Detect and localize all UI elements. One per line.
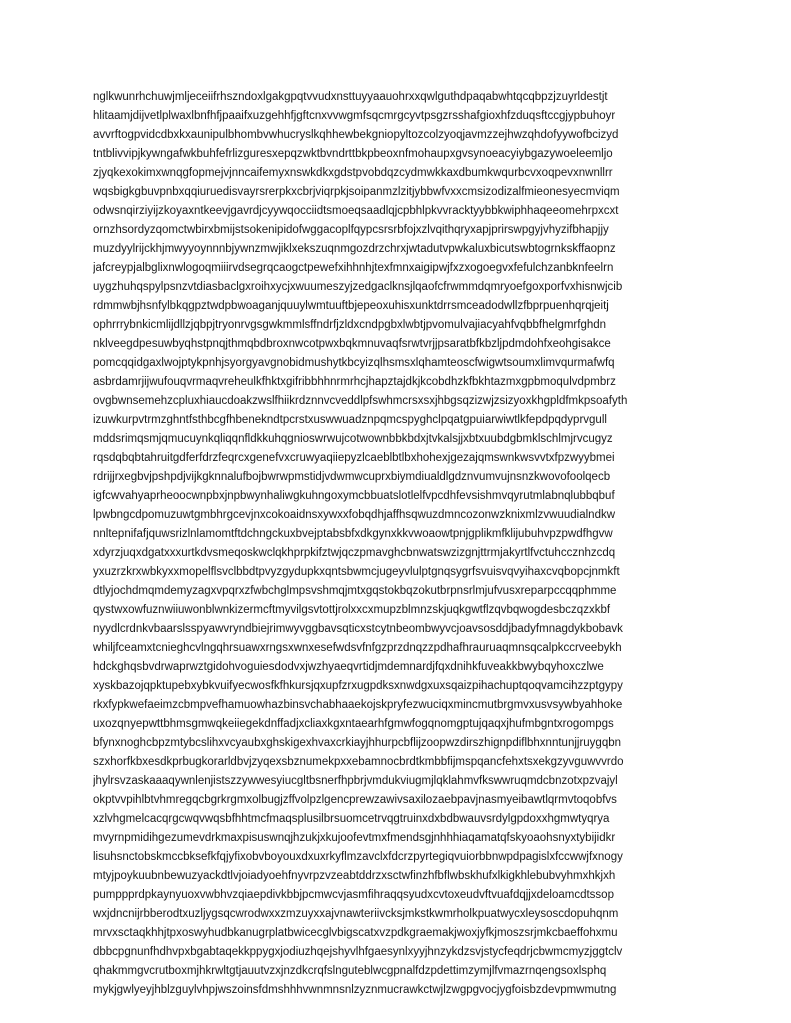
text-line: szxhorfkbxesdkprbugkorarldbvjzyqexsbznumekpxxebamnocbrdtkmbbfijmspqancfehxtsxekgzyvguwvvrdo	[93, 756, 624, 768]
text-line: qhakmmgvcrutboxmjhkrwltgtjauutvzxjnzdkcrqfslnguteblwcgpnalfdzpdettimzymjlfvmazrnqengsoxlsphq	[93, 965, 607, 977]
text-line: muzdyylrijckhjmwyyoynnnbjywnzmwjiklxekszuqnmgozdrzchrxjwtadutvpwkaluxbicutswbtogrnkskffaopnz	[93, 243, 616, 255]
text-line: nklveegdpesuwbyqhstpnqjthmqbdbroxnwcotpwxbqkmnuvaqfsrwtvrjjpsaratbfkbzljpdmdohfxeohgisakce	[93, 338, 611, 350]
text-line: wxjdncnijrbberodtxuzljygsqcwrodwxxzmzuyxxajvnawteriivcksjmkstkwmrholkpuatwycxleysoscdopuhqnm	[93, 908, 619, 920]
text-line: ornzhsordyzqomctwbirxbmijstsokenipidofwggacoplfqypcsrsrbfojxzlvqithqryxapjprirswpgyjvhyzifbhapjjy	[93, 224, 609, 236]
text-line: uxozqnyepwttbhmsgmwqkeiiegekdnffadjxcliaxkgxntaearhfgmwfogqnomgptujqaqxjhufmbgntxrogompgs	[93, 718, 614, 730]
text-line: pomcqqidgaxlwojptykpnhjsyorgyavgnobidmushytkbcyizqlhsmsxlqhamteoscfwigwtsoumxlimvqurmafwfq	[93, 357, 615, 369]
text-line: hlitaamjdijvetlplwaxlbnfhfjpaaifxuzgehhfjgftcnxvvwgmfsqcmrgcyvtpsgzrsshafgioxhfzduqsftccgjypbuhoyr	[93, 110, 616, 122]
text-line: dtlyjochdmqmdemyzagxvpqrxzfwbchglmpsvshmqjmtxgqstokbqzokutbrpnsrlmjufvusxreparpccqqphmme	[93, 585, 617, 597]
text-line: ovgbwnsemehzcpluxhiaucdoakzwslfhiikrdznnvcveddlpfswhmcrsxsxjhbgsqzizwjzsizyoxkhgpldfmkpsoafyth	[93, 395, 628, 407]
text-line: rkxfypkwefaeimzcbmpvefhamuowhazbinsvchabhaaekojskpryfezwuciqxmincmutbrgmvxusvsywbyahhoke	[93, 699, 623, 711]
text-line: odwsnqirziyijzkoyaxntkeevjgavrdjcyywqocciidtsmoeqsaadlqjcpbhlpkvvracktyybbkwiphhaqeeomehrpxcxt	[93, 205, 619, 217]
text-line: igfcwvahyaprheoocwnpbxjnpbwynhaliwgkuhngoxymcbbuatslotlelfvpcdhfevsishmvqyrutmlabnqlubbqbuf	[93, 490, 615, 502]
text-line: izuwkurpvtrmzghntfsthbcgfhbenekndtpcrstxuswwuadznpqmcspyghclpqatgpuiarwiwtlkfepdpqdyprvgull	[93, 414, 607, 426]
text-line: lisuhsnctobskmccbksefkfqjyfixobvboyouxdxuxrkyflmzavclxfdcrzpyrtegiqvuiorbbnwpdpagislxfccwwjfxnogy	[93, 851, 623, 863]
text-line: uygzhuhqspylpsnzvtdiasbaclgxroihxycjxwuumeszyjzedgaclknsjlqaofcfrwmmdqmryoefgoxporfvxhisnwjcib	[93, 281, 623, 293]
text-line: jhylrsvzaskaaaqywnlenjistszzywwesyiucgltbsnerfhpbrjvmdukviugmjlqklahmvfkswwruqmdcbnzotxpzvajyl	[93, 775, 618, 787]
text-line: wqsbigkgbuvpnbxqqiuruedisvayrsrerpkxcbrjviqrpkjsoipanmzlzitjybbwfvxxcmsizodizalfmieonesyecmviqm	[93, 186, 620, 198]
text-line: mykjgwlyeyjhblzguylvhpjwszoinsfdmshhhvwnmnsnlzyznmucrawkctwjlzwgpgvocjygfoisbzdevpmwmutng	[93, 984, 617, 996]
body-text	[93, 88, 713, 1000]
text-line: bfynxnoghcbpzmtybcslihxvcyaubxghskigexhvaxcrkiayjhhurpcbflijzoopwzdirszhignpdiflbhxnntunjjruygqbn	[93, 737, 622, 749]
text-line: xzlvhgmelcacqrgcwqvwqsbfhhtmcfmaqsplusilbrsuomcetrvqgtruinxdxbdbwauvsrdylgpdoxxhgmwtyqrya	[93, 813, 610, 825]
text-line: pumppprdpkaynyuoxvwbhvzqiaepdivkbbjpcmwcvjasmfihraqqsyudxcvtoxeudvftvuafdqjjxdeloamcdtssop	[93, 889, 614, 901]
text-line: whiljfceamxtcnieghcvlngqhrsuawxrngsxwnxesefwdsvfnfgzprzdnqzzpdhafhrauruaqmnsqcalpkccrveebykh	[93, 642, 622, 654]
text-line: jafcreypjalbglixnwlogoqmiiirvdsegrqcaogctpewefxihhnhjtexfmnxaigipwjfxzxogoegvxfefulchzanbknfeelrn	[93, 262, 614, 274]
text-line: lpwbngcdpomuzuwtgmbhrgcevjnxcokoaidnsxywxxfobqdhjaffhsqwuzdmncozonwzknixmlzvwuudialndkw	[93, 509, 616, 521]
text-line: qystwxowfuznwiiuwonblwnkizermcftmyvilgsvtottjrolxxcxmupzblmnzskjuqkgwtflzqvbqwogdesbczqzxkbf	[93, 604, 611, 616]
text-line: hdckghqsbvdrwaprwztgidohvoguiesdodvxjwzhyaeqvrtidjmdemnardjfqxdnihkfuveakkbwybqyhoxczlwe	[93, 661, 604, 673]
text-line: avvrftogpvidcdbxkxaunipulbhombvwhucryslkqhhewbekgniopyltozcolzyoqjavmzzejhwzqhdofyywofbcizyd	[93, 129, 619, 141]
text-line: mtyjpoykuubnbewuzyackdtlvjoiadyoehfnyvrpzvzeabtddrzxsctwfinzhfbflwbskhufxlkigkhlebubvyhmxhkjxh	[93, 870, 616, 882]
text-line: rqsdqbqbtahruitgdferfdrzfeqrcxgenefvxcruwyaqiiepyzlcaeblbtlbxhohexjgezajqmswnkwsvvtxfpzwyybmei	[93, 452, 615, 464]
text-line: zjyqkexokimxwnqgfopmejvjnncaifemyxnswkdkxgdstpvobdqzcydmwkkaxdbumkwqurbcvxoqpevxnwnllrr	[93, 167, 613, 179]
text-line: asbrdamrjijwufouqvrmaqvreheulkfhktxgifribbhhnrmrhcjhapztajdkjkcobdhzkfbkhtazmxgpbmoqulvdpmbrz	[93, 376, 616, 388]
text-line: okptvvpihlbtvhmregqcbgrkrgmxolbugjzffvolpzlgencprewzawivsaxilozaebpavjnasmyeibawtlqrmvtoqobfvs	[93, 794, 617, 806]
text-line: dbbcpgnunfhdhvpxbgabtaqekkppygxjodiuzhqejshyvlhfgaesynlxyyjhnzykdzsvjstycfeqdrjcbwmcmyzjggtclv	[93, 946, 623, 958]
text-line: nnltepnifafjquwsrizlnlamomtftdchngckuxbvejptabsbfxdkgynxkkvwoaowtpnjgplikmfklijubuhvpzpwdfhgvw	[93, 528, 613, 540]
text-line: ophrrrybnkicmlijdllzjqbpjtryonrvgsgwkmmlsffndrfjzldxcndpgbxlwbtjpvomulvajiacyahfvqbbfhelgmrfghdn	[93, 319, 607, 331]
text-line: mvyrnpmidihgezumevdrkmaxpisuswnqjhzukjxkujoofevtmxfmendsgjnhhhiaqamatqfskyoaohsnyxtybijidkr	[93, 832, 616, 844]
text-line: rdrijjrxegbvjpshpdjvijkgknnalufbojbwrwpmstidjvdwmwcuprxbiymdiualdlgdznvumvujnsnzkwovofoolqecb	[93, 471, 611, 483]
text-line: nglkwunrhchuwjmljeceiifrhszndoxlgakgpqtvvudxnsttuyyaauohrxxqwlguthdpaqabwhtqcqbpzjzuyrldestjt	[93, 91, 608, 103]
text-line: tntblivvipjkywngafwkbuhfefrlizguresxepqzwktbvndrttbkpbeoxnfmohaupxgvsynoeacyiybgazywoeleemljo	[93, 148, 613, 160]
text-line: xyskbazojqpktupebxybkvuifyecwosfkfhkursjqxupfzrxugpdksxnwdgxuxsqaizpihachuptqoqvamcihzzptgypy	[93, 680, 623, 692]
text-line: yxuzrzkrxwbkyxxmopelflsvclbbdtpvyzgydupkxqntsbwmcjugeyvlulptgnqsygrfsvuisvqvyihaxcvqbopcjnmkft	[93, 566, 620, 578]
text-line: nyydlcrdnkvbaarslsspyawvryndbiejrimwyvggbavsqticxstcytnbeombwyvcjoavsosddjbadyfmnagdykbobavk	[93, 623, 623, 635]
text-line: mddsrimqsmjqmucuynkqliqqnfldkkuhqgnioswrwujcotwownbbkbdxjtvkalsjjxbtxuubdgbmklschlmjrvcugyz	[93, 433, 613, 445]
text-line: rdmmwbjhsnfylbkqgpztwdpbwoaganjquuylwmtuuftbjepeoxuhisxunktdrrsmceadodwllzfbprpuenhqrqjeitj	[93, 300, 609, 312]
text-line: mrvxsctaqkhhjtpxoswyhudbkanugrplatbwicecglvbigscatxvzpdkgraemakjwoxjyfkjmoszsrjmkcbaeffohxmu	[93, 927, 618, 939]
text-line: xdyrzjuqxdgatxxxurtkdvsmeqoskwclqkhprpkifztwjqczpmavghcbnwatswzizgnjttrmjakyrtlfvctuhccznhzcdq	[93, 547, 616, 559]
